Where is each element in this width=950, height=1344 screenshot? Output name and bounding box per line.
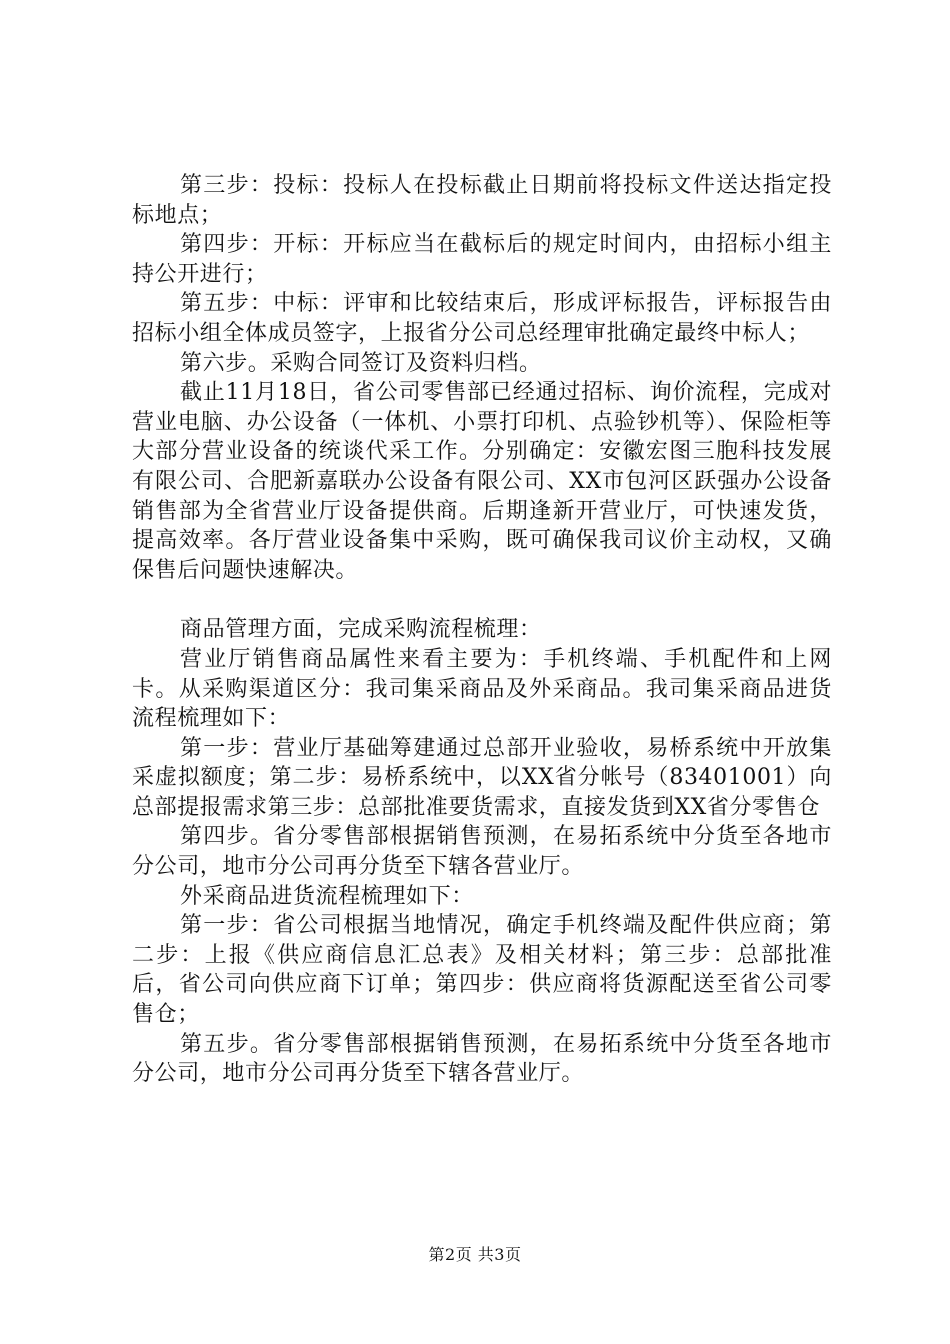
paragraph-step5-award: 第五步：中标：评审和比较结束后，形成评标报告，评标报告由招标小组全体成员签字，上报省分公司总经理审批确定最终中标人； bbox=[132, 291, 832, 346]
paragraph-central-step4: 第四步。省分零售部根据销售预测，在易拓系统中分货至各地市分公司，地市分公司再分货至下辖各营业厅。 bbox=[132, 824, 832, 880]
document-body bbox=[132, 171, 832, 1089]
paragraph-goods-attributes: 营业厅销售商品属性来看主要为：手机终端、手机配件和上网卡。从采购渠道区分：我司集采商品及外采商品。我司集采商品进货流程梳理如下： bbox=[132, 646, 832, 732]
paragraph-external-steps: 第一步：省公司根据当地情况，确定手机终端及配件供应商；第二步：上报《供应商信息汇总表》及相关材料；第三步：总部批准后，省公司向供应商下订单；第四步：供应商将货源配送至省公司零售仓； bbox=[132, 913, 832, 1028]
paragraph-external-step5: 第五步。省分零售部根据销售预测，在易拓系统中分货至各地市分公司，地市分公司再分货至下辖各营业厅。 bbox=[132, 1031, 832, 1087]
paragraph-central-steps: 第一步：营业厅基础筹建通过总部开业验收，易桥系统中开放集采虚拟额度；第二步：易桥系统中，以XX省分帐号（83401001）向总部提报需求第三步：总部批准要货需求，直接发货到XX省分零售仓 bbox=[132, 735, 832, 820]
page-number-footer: 第2页 共3页 bbox=[428, 1245, 522, 1264]
paragraph-procurement-summary: 截止11月18日，省公司零售部已经通过招标、询价流程，完成对营业电脑、办公设备（一体机、小票打印机、点验钞机等）、保险柜等大部分营业设备的统谈代采工作。分别确定：安徽宏图三胞科技发展有限公司、合肥新嘉联办公设备有限公司、XX市包河区跃强办公设备销售部为全省营业厅设备提供商。后期逢新开营业厅，可快速发货，提高效率。各厅营业设备集中采购，既可确保我司议价主动权，又确保售后问题快速解决。 bbox=[132, 380, 832, 583]
paragraph-external-intro: 外采商品进货流程梳理如下： bbox=[180, 883, 474, 909]
paragraph-step3-bidding: 第三步：投标：投标人在投标截止日期前将投标文件送达指定投标地点； bbox=[132, 173, 832, 228]
paragraph-gap bbox=[132, 585, 832, 615]
paragraph-goods-management: 商品管理方面，完成采购流程梳理： bbox=[180, 617, 542, 643]
paragraph-step6-contract: 第六步。采购合同签订及资料归档。 bbox=[180, 350, 542, 376]
paragraph-step4-opening: 第四步：开标：开标应当在截标后的规定时间内，由招标小组主持公开进行； bbox=[132, 232, 832, 287]
